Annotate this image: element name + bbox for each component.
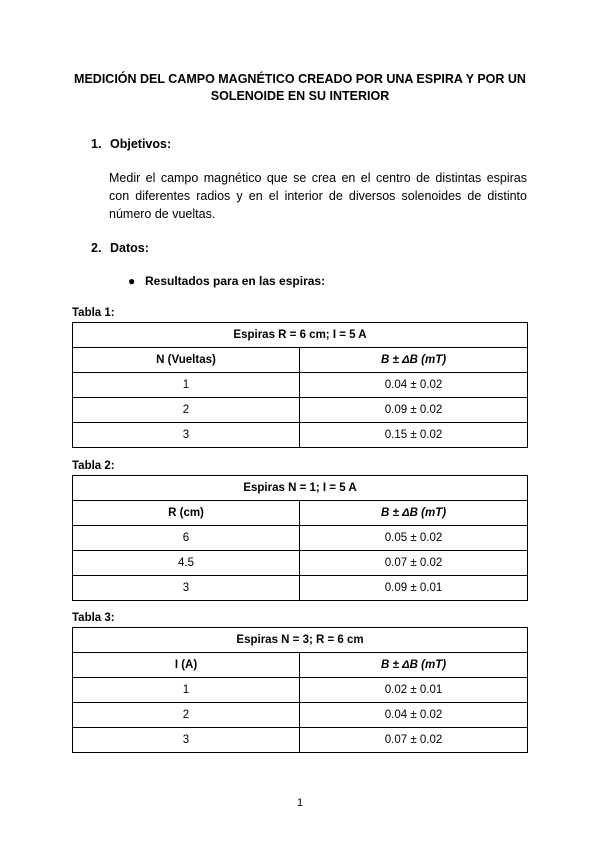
table-cell: 3 [73,576,300,601]
table-label: Tabla 1: [72,307,115,319]
data-table-3 [72,627,528,753]
table-cell: 0.07 ± 0.02 [300,728,528,753]
data-table-2 [72,475,528,601]
table-cell: 0.09 ± 0.01 [300,576,528,601]
table-header-row [73,653,528,678]
column-header: B ± ΔB (mT) [300,501,528,526]
table-row [73,551,528,576]
table-row [73,423,528,448]
column-header: B ± ΔB (mT) [300,653,528,678]
bullet-text: Resultados para en las espiras: [145,274,326,288]
table-row [73,398,528,423]
section-heading-datos [91,241,149,255]
section-number: 2. [91,241,102,255]
table-header-row [73,348,528,373]
table-cell: 1 [73,678,300,703]
bullet-item [128,274,325,288]
column-header: B ± ΔB (mT) [300,348,528,373]
column-header: N (Vueltas) [73,348,300,373]
table-header-row [73,501,528,526]
section-title: Objetivos: [110,137,172,151]
section-title: Datos: [110,241,149,255]
table-row [73,728,528,753]
table-cell: 4.5 [73,551,300,576]
table-caption-row [73,628,528,653]
page-number: 1 [296,797,304,809]
table-row [73,678,528,703]
section-heading-objetivos [91,137,171,151]
table-cell: 0.04 ± 0.02 [300,373,528,398]
table-row [73,373,528,398]
column-header: R (cm) [73,501,300,526]
table-caption-row [73,323,528,348]
table-cell: 2 [73,703,300,728]
table-cell: 0.04 ± 0.02 [300,703,528,728]
table-cell: 0.09 ± 0.02 [300,398,528,423]
table-cell: 3 [73,423,300,448]
table-cell: 0.05 ± 0.02 [300,526,528,551]
table-cell: 3 [73,728,300,753]
table-label: Tabla 2: [72,460,115,472]
table-caption: Espiras N = 3; R = 6 cm [73,628,528,653]
table-label: Tabla 3: [72,612,115,624]
table-cell: 0.02 ± 0.01 [300,678,528,703]
column-header: I (A) [73,653,300,678]
table-row [73,703,528,728]
table-row [73,526,528,551]
table-cell: 0.15 ± 0.02 [300,423,528,448]
table-caption: Espiras N = 1; I = 5 A [73,476,528,501]
table-cell: 1 [73,373,300,398]
page-title: MEDICIÓN DEL CAMPO MAGNÉTICO CREADO POR UNA ESPIRA Y POR UN SOLENOIDE EN SU INTERIOR [74,72,526,103]
objectives-paragraph: Medir el campo magnético que se crea en el centro de distintas espiras con diferentes radios y en el interior de diversos solenoides de distinto número de vueltas. [109,171,527,221]
bullet-dot-icon: ● [128,274,136,288]
table-cell: 2 [73,398,300,423]
table-caption: Espiras R = 6 cm; I = 5 A [73,323,528,348]
table-caption-row [73,476,528,501]
table-cell: 6 [73,526,300,551]
data-table-1 [72,322,528,448]
section-number: 1. [91,137,102,151]
table-cell: 0.07 ± 0.02 [300,551,528,576]
table-row [73,576,528,601]
